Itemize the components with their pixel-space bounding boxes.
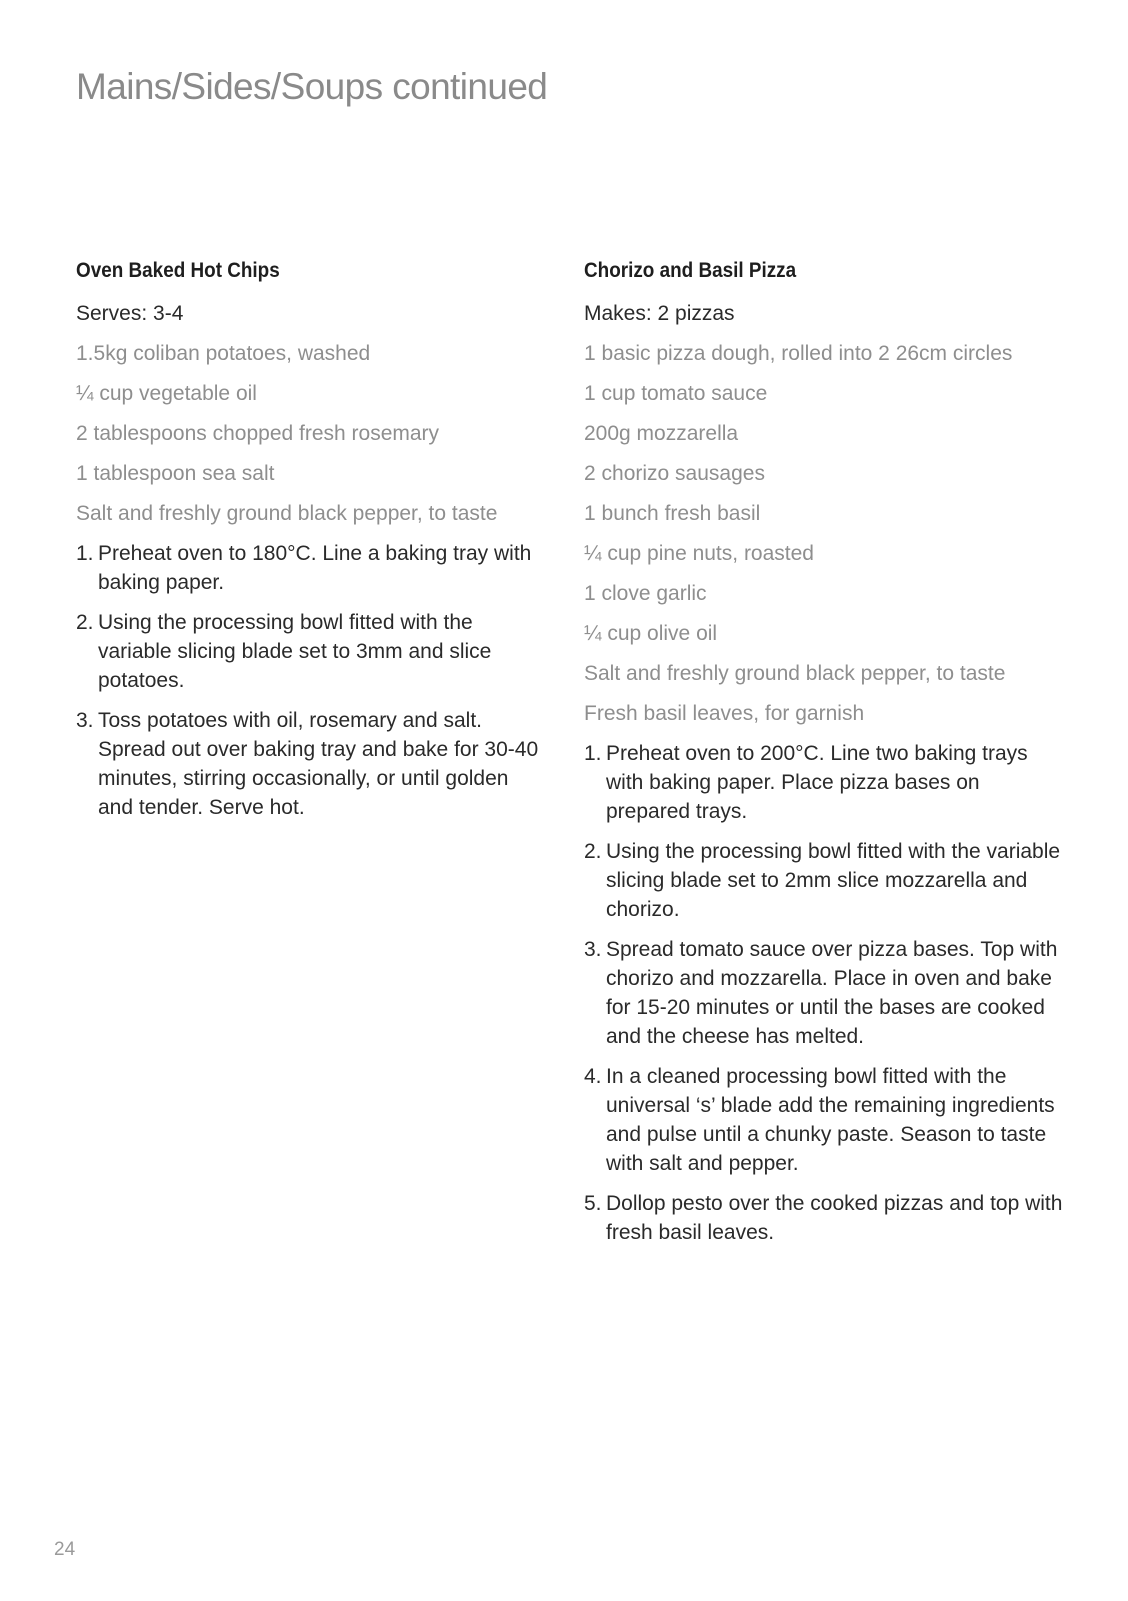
step-number: 2.: [584, 840, 602, 863]
step-number: 1.: [584, 742, 602, 765]
method-steps: [584, 739, 1064, 1247]
page-title: Mains/Sides/Soups continued: [76, 66, 548, 107]
step-text: Preheat oven to 200°C. Line two baking trays with baking paper. Place pizza bases on prepared trays.: [606, 742, 1028, 823]
method-step: [584, 837, 1064, 924]
ingredient-item: 1.5kg coliban potatoes, washed: [76, 342, 371, 365]
ingredient-item: 1 bunch fresh basil: [584, 502, 761, 525]
step-text: Using the processing bowl fitted with the variable slicing blade set to 2mm slice mozzarella and chorizo.: [606, 840, 1061, 921]
recipe-title: Oven Baked Hot Chips: [76, 259, 280, 282]
method-step: [584, 1189, 1064, 1247]
ingredient-item: ¼ cup pine nuts, roasted: [584, 542, 814, 565]
ingredient-item: ¼ cup olive oil: [584, 622, 718, 645]
step-number: 2.: [76, 611, 94, 634]
step-text: Using the processing bowl fitted with the variable slicing blade set to 3mm and slice potatoes.: [98, 611, 492, 692]
ingredient-item: 1 clove garlic: [584, 582, 707, 605]
step-number: 4.: [584, 1065, 602, 1088]
method-step: [76, 539, 546, 597]
method-step: [584, 1062, 1064, 1178]
recipe-chorizo-basil-pizza: [584, 258, 1064, 1258]
method-step: [584, 935, 1064, 1051]
ingredient-item: 1 tablespoon sea salt: [76, 462, 275, 485]
ingredient-item: 2 tablespoons chopped fresh rosemary: [76, 422, 440, 445]
step-text: Toss potatoes with oil, rosemary and salt. Spread out over baking tray and bake for 30-40 minutes, stirring occasionally, or until golden and tender. Serve hot.: [98, 709, 539, 819]
page-number: 24: [54, 1539, 76, 1560]
method-steps: [76, 539, 546, 822]
step-number: 5.: [584, 1192, 602, 1215]
recipe-title: Chorizo and Basil Pizza: [584, 259, 797, 282]
method-step: [76, 706, 546, 822]
recipe-yield: Serves: 3-4: [76, 302, 184, 325]
recipe-yield: Makes: 2 pizzas: [584, 302, 735, 325]
ingredient-item: Fresh basil leaves, for garnish: [584, 702, 865, 725]
ingredient-item: 1 basic pizza dough, rolled into 2 26cm circles: [584, 342, 1013, 365]
ingredient-item: Salt and freshly ground black pepper, to taste: [584, 662, 1006, 685]
step-text: Spread tomato sauce over pizza bases. Top with chorizo and mozzarella. Place in oven and bake for 15-20 minutes or until the bases are cooked and the cheese has melted.: [606, 938, 1058, 1048]
step-number: 3.: [584, 938, 602, 961]
method-step: [76, 608, 546, 695]
step-text: Preheat oven to 180°C. Line a baking tray with baking paper.: [98, 542, 532, 594]
ingredient-item: 1 cup tomato sauce: [584, 382, 768, 405]
ingredient-item: Salt and freshly ground black pepper, to taste: [76, 502, 498, 525]
step-number: 1.: [76, 542, 94, 565]
step-text: Dollop pesto over the cooked pizzas and top with fresh basil leaves.: [606, 1192, 1063, 1244]
ingredient-list: [76, 339, 546, 528]
step-number: 3.: [76, 709, 94, 732]
recipe-oven-baked-hot-chips: [76, 258, 546, 833]
ingredient-item: 2 chorizo sausages: [584, 462, 765, 485]
step-text: In a cleaned processing bowl fitted with the universal ‘s’ blade add the remaining ingredients and pulse until a chunky paste. Season to taste with salt and pepper.: [606, 1065, 1055, 1175]
ingredient-item: 200g mozzarella: [584, 422, 739, 445]
ingredient-item: ¼ cup vegetable oil: [76, 382, 257, 405]
ingredient-list: [584, 339, 1064, 728]
method-step: [584, 739, 1064, 826]
